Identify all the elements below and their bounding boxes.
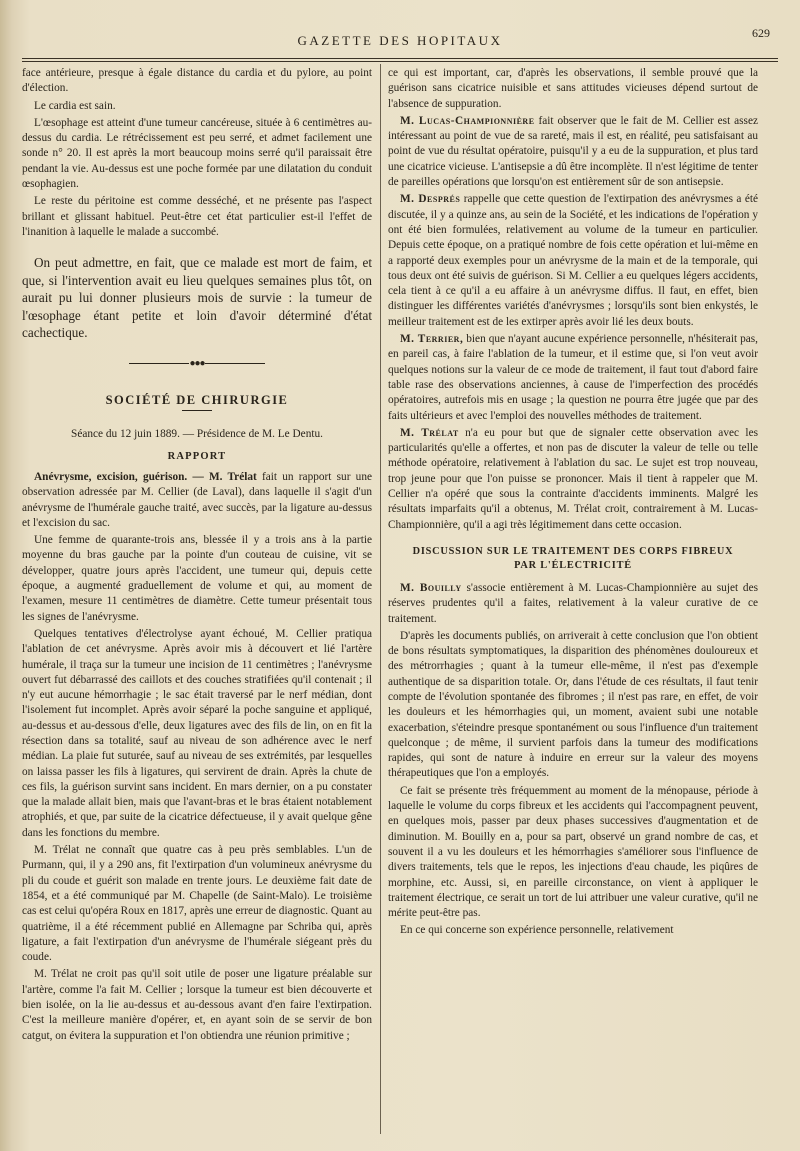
column-divider <box>380 64 381 1134</box>
header-rule-top <box>22 58 778 59</box>
left-column <box>22 66 372 1046</box>
paragraph: D'après les documents publiés, on arriverait à cette conclusion que l'on obtient de bons résultats symptomatiques, la disparition des phénomènes douloureux et des métrorrhagies ; quant à la tumeur elle-même, il n'est pas d'exemple authentique de sa disparition totale. Or, dans l'étude de ces résultats, il faut tenir compte de l'évolution spontanée des fibromes ; il n'est pas rare, en effet, de voir les douleurs et les hémorrhagies qui, un moment, avaient subi une notable exacerbation, s'éteindre presque spontanément ou sous l'influence d'un traitement quelconque ; de même, il survient parfois dans la tumeur des modifications rapides, qui sont de nature à induire en erreur sur la valeur des moyens thérapeutiques que l'on a employés. <box>388 629 758 780</box>
report-title: Anévrysme, excision, guérison. — M. Trélat <box>34 470 257 483</box>
session-info: Séance du 12 juin 1889. — Présidence de M. Le Dentu. <box>71 428 323 441</box>
paragraph: face antérieure, presque à égale distance du cardia et du pylore, au point d'élection. <box>22 67 372 95</box>
paragraph: Le cardia est sain. <box>34 99 116 112</box>
speaker-name: M. Després <box>400 193 461 206</box>
paragraph: Le reste du péritoine est comme desséché, et ne présente pas l'aspect brillant et glissant habituel. Peut-être cet état particulier est-il l'effet de l'inanition à laquelle le malade a succombé. <box>22 195 372 238</box>
speaker-name: M. Trélat <box>400 426 459 439</box>
right-column <box>388 66 758 941</box>
paragraph: L'œsophage est atteint d'une tumeur cancéreuse, située à 6 centimètres au-dessus du cardia. Le rétrécissement est peu serré, et admet facilement une sonde n° 20. Il est après la mort beaucoup moins serré qu'il paraissait être pendant la vie. Au-dessus est une poche formée par une dilatation du conduit œsophagien. <box>22 116 372 191</box>
paragraph: M. Bouilly s'associe entièrement à M. Lucas-Championnière au sujet des réserves prudentes qu'il a faites, relativement à la valeur curative de ce traitement. <box>388 581 758 625</box>
section-ornament: ●●● <box>22 356 372 371</box>
paragraph: Ce fait se présente très fréquemment au moment de la ménopause, période à laquelle le volume du corps fibreux et les accidents qui l'accompagnent peuvent, en quelques mois, passer par deux phases successives d'augmentation et de diminution. M. Bouilly en a, pour sa part, observé un grand nombre de cas, et souvent il a vu les douleurs et les hémorrhagies s'améliorer sous l'influence de divers traitements, tels que le repos, les injections d'eau chaude, les piqûres de morphine, etc. Aussi, si, en pareille circonstance, on vient à appliquer le traitement électrique, ce serait un tort de lui attribuer une valeur curative, qu'il ne mérite peut-être pas. <box>388 784 758 920</box>
page-number: 629 <box>752 26 770 40</box>
speaker-name: M. Lucas-Championnière <box>400 114 535 127</box>
paragraph: M. Després rappelle que cette question de l'extirpation des anévrysmes a été discutée, il y a quinze ans, au sein de la Société, et les indications de l'opération y ont été bien formulées, relativement au volume de la tumeur en particulier. Depuis cette époque, on a pratiqué nombre de fois cette opération et lui-même en a rapporté deux exemples pour un anévrysme de la main et de la temporale, qui tous deux ont été suivis de guérison. Si M. Cellier a eu quelques légers accidents, cela tient à ce qu'il a eu affaire à un anévrysme diffus. Il faut, en effet, bien distinguer les différentes variétés d'anévrysmes ; lorsqu'ils sont bien enkystés, le meilleur traitement est de les extirper après avoir lié les deux bouts. <box>388 193 758 328</box>
paragraph: M. Trélat ne connaît que quatre cas à peu près semblables. L'un de Purmann, qui, il y a 290 ans, fit l'extirpation d'un volumineux anévrysme du pli du coude et guérit son malade en trente jours. Le deuxième fait date de 1854, et a été communiqué par M. Chapelle (de Saint-Malo). Le troisième cas est celui qu'opéra Roux en 1817, après une erreur de diagnostic. Quant au quatrième, il a été récemment publié en Allemagne par Schriba qui, après ligature, a fait l'extirpation d'un anévrysme de l'humérale siégeant près du coude. <box>22 844 372 964</box>
journal-title: GAZETTE DES HOPITAUX <box>297 33 503 48</box>
header-rule-bottom <box>22 61 778 62</box>
paragraph: M. Terrier, bien que n'ayant aucune expérience personnelle, n'hésiterait pas, en pareil cas, à faire l'ablation de la tumeur, et il estime que, si l'on veut avoir quelques notions sur la valeur de ce mode de traitement, il faut tout d'abord faire table rase des observations anciennes, à cause de l'imperfection des procédés opératoires, autrefois mis en usage ; la question ne pourra être jugée que par des faits ultérieurs et avec l'emploi des nouvelles méthodes de traitement. <box>388 333 758 422</box>
paragraph: ce qui est important, car, d'après les observations, il semble prouvé que la guérison sans cicatrice nuisible et sans attitudes vicieuses dépend surtout de l'absence de suppuration. <box>388 67 758 110</box>
paragraph: Une femme de quarante-trois ans, blessée il y a trois ans à la partie moyenne du bras gauche par la pointe d'un couteau de cuisine, vit se développer, quatre jours après l'accident, une tumeur qui, depuis cette époque, a augmenté graduellement de volume et qui, au moment de l'examen, mesure 11 centimètres de diamètre. Cette tumeur présentait tous les signes de l'anévrysme. <box>22 534 372 623</box>
speaker-name: M. Terrier, <box>400 333 464 346</box>
discussion-title: DISCUSSION SUR LE TRAITEMENT DES CORPS FIBREUX PAR L'ÉLECTRICITÉ <box>412 545 734 571</box>
paragraph: En ce qui concerne son expérience personnelle, relativement <box>400 924 674 937</box>
section-title: SOCIÉTÉ DE CHIRURGIE <box>105 393 289 408</box>
paragraph: M. Lucas-Championnière fait observer que le fait de M. Cellier est assez intéressant au point de vue de sa rareté, mais il est, en réalité, peu satisfaisant au point de vue du résultat opératoire, puisqu'il y a eu de la suppuration, et plus tard une cicatrice vicieuse. L'antisepsie a dû être incomplète. Il n'est légitime de tenter de pareilles opérations que lorsqu'on est entièrement sûr de son antisepsie. <box>388 114 758 189</box>
paragraph: Quelques tentatives d'électrolyse ayant échoué, M. Cellier pratiqua l'ablation de cet anévrysme. Après avoir mis à découvert et lié l'artère humérale, il traça sur la tumeur une incision de 11 centimètres ; l'anévrysme ouvert fut débarrassé des caillots et des couches stratifiées qu'il contenait ; il n'y eut aucune hémorrhagie ; le sac était traversé par le nerf médian, dont l'isolement fut incomplet. Après avoir séparé la poche sanguine et appliqué, au-dessus et au-dessous d'elle, deux ligatures avec des fils de lin, on en fit la résection dans sa totalité, sauf au niveau de son adhérence avec le nerf médian. La plaie fut suturée, sauf au niveau de ses extrémités, par lesquelles on laissa passer les fils à ligatures, qui servirent de drain. Après la chute de ces fils, la guérison survint sans incident. En mars dernier, on a pu constater que la malade allait bien, mais que l'avant-bras et le bras étaient notablement atrophiés, et que, par suite de la cicatrice défectueuse, il y avait quelque gêne dans les fonctions du membre. <box>22 627 372 839</box>
paragraph: Anévrysme, excision, guérison. — M. Trélat fait un rapport sur une observation adressée par M. Cellier (de Laval), dans laquelle il s'agit d'un anévrysme de l'humérale gauche traité, avec succès, par la ligature au-dessus et l'excision du sac. <box>22 470 372 529</box>
page-header <box>20 26 780 56</box>
conclusion-paragraph: On peut admettre, en fait, que ce malade est mort de faim, et que, si l'intervention avait eu lieu quelques semaines plus tôt, on aurait pu lui donner plusieurs mois de survie : la tumeur de l'œsophage étant petite et loin d'avoir déterminé d'état cachectique. <box>22 255 372 341</box>
paragraph: M. Trélat n'a eu pour but que de signaler cette observation avec les particularités qu'elle a offertes, et non pas de discuter la valeur de telle ou telle méthode opératoire, relativement à l'ablation du sac. Le sujet est trop nouveau, trop jeune pour que l'on puisse se prononcer. Mais il tient à rappeler que M. Cellier n'a opéré que sous la contrainte d'accidents imminents. Malgré les résultats imparfaits qu'il a obtenus, M. Trélat croit, contrairement à M. Lucas-Championnière, qu'il a agi très légitimement dans cette occasion. <box>388 426 758 531</box>
speaker-name: M. Bouilly <box>400 581 462 594</box>
paragraph: M. Trélat ne croit pas qu'il soit utile de poser une ligature préalable sur l'artère, comme l'a fait M. Cellier ; lorsque la tumeur est bien découverte et bien isolée, on la lie au-dessus et au-dessous avant d'en faire l'extirpation. C'est la meilleure manière d'opérer, et, en ayant soin de se servir de bon catgut, on évitera la suppuration et l'on obtiendra une réunion primitive ; <box>22 968 372 1042</box>
report-heading: RAPPORT <box>167 450 227 462</box>
section-underline <box>182 410 212 411</box>
